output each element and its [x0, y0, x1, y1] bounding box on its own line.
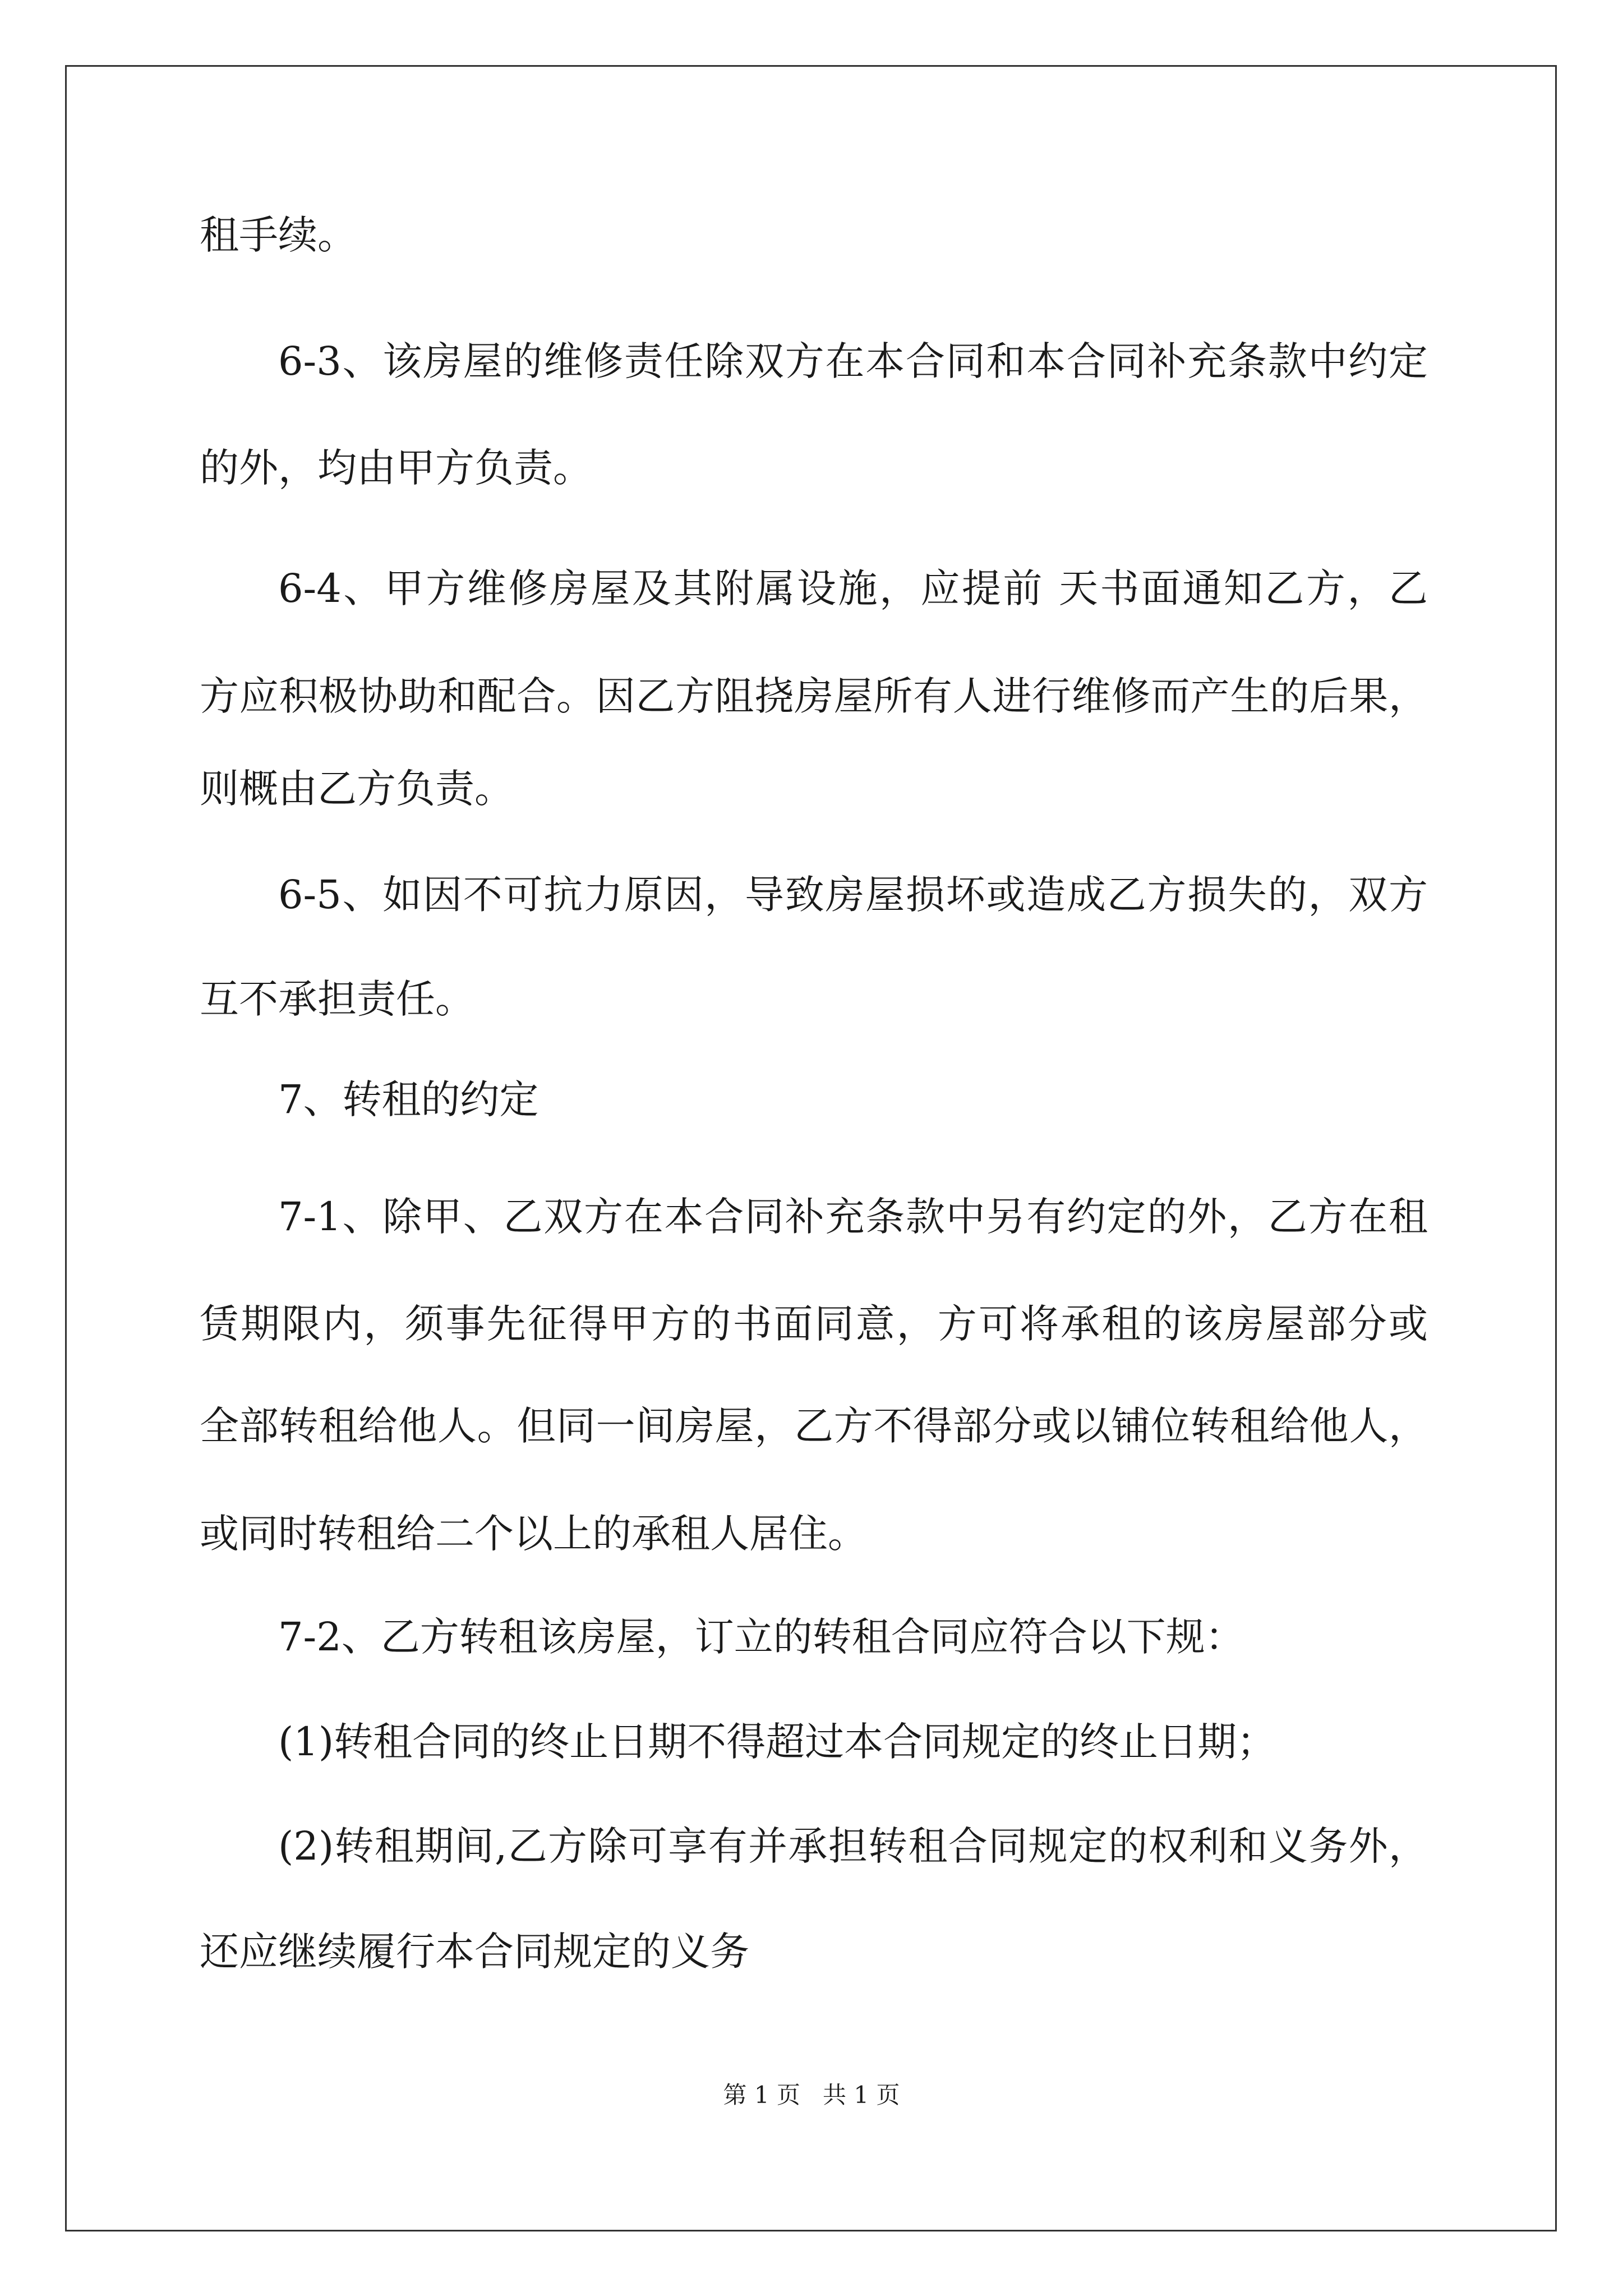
text-line: (2)转租期间,乙方除可享有并承担转租合同规定的权利和义务外， — [278, 1823, 1428, 1869]
text-line: 7-2、乙方转租该房屋，订立的转租合同应符合以下规： — [278, 1614, 1244, 1660]
text-line: 方应积极协助和配合。因乙方阻挠房屋所有人进行维修而产生的后果， — [200, 673, 1428, 719]
text-line: 6-5、如因不可抗力原因，导致房屋损坏或造成乙方损失的，双方 — [278, 872, 1428, 918]
text-line: 互不承担责任。 — [200, 976, 474, 1022]
text-line: 的外，均由甲方负责。 — [200, 445, 592, 491]
section-heading: 7、转租的约定 — [278, 1076, 539, 1122]
text-line: 6-3、该房屋的维修责任除双方在本合同和本合同补充条款中约定 — [278, 338, 1428, 384]
text-line: 则概由乙方负责。 — [200, 766, 514, 812]
text-line: 租手续。 — [200, 212, 357, 258]
text-line: 全部转租给他人。但同一间房屋，乙方不得部分或以铺位转租给他人， — [200, 1403, 1428, 1449]
text-line: 赁期限内，须事先征得甲方的书面同意，方可将承租的该房屋部分或 — [200, 1301, 1428, 1347]
text-line: 7-1、除甲、乙双方在本合同补充条款中另有约定的外，乙方在租 — [278, 1194, 1428, 1240]
page-border — [65, 65, 1557, 2231]
text-line: 或同时转租给二个以上的承租人居住。 — [200, 1511, 867, 1557]
text-line: (1)转租合同的终止日期不得超过本合同规定的终止日期； — [278, 1719, 1276, 1765]
text-line: 6-4、甲方维修房屋及其附属设施，应提前 天书面通知乙方，乙 — [278, 565, 1428, 611]
text-line: 还应继续履行本合同规定的义务 — [200, 1929, 749, 1975]
page-number-footer: 第 1 页 共 1 页 — [723, 2081, 900, 2109]
